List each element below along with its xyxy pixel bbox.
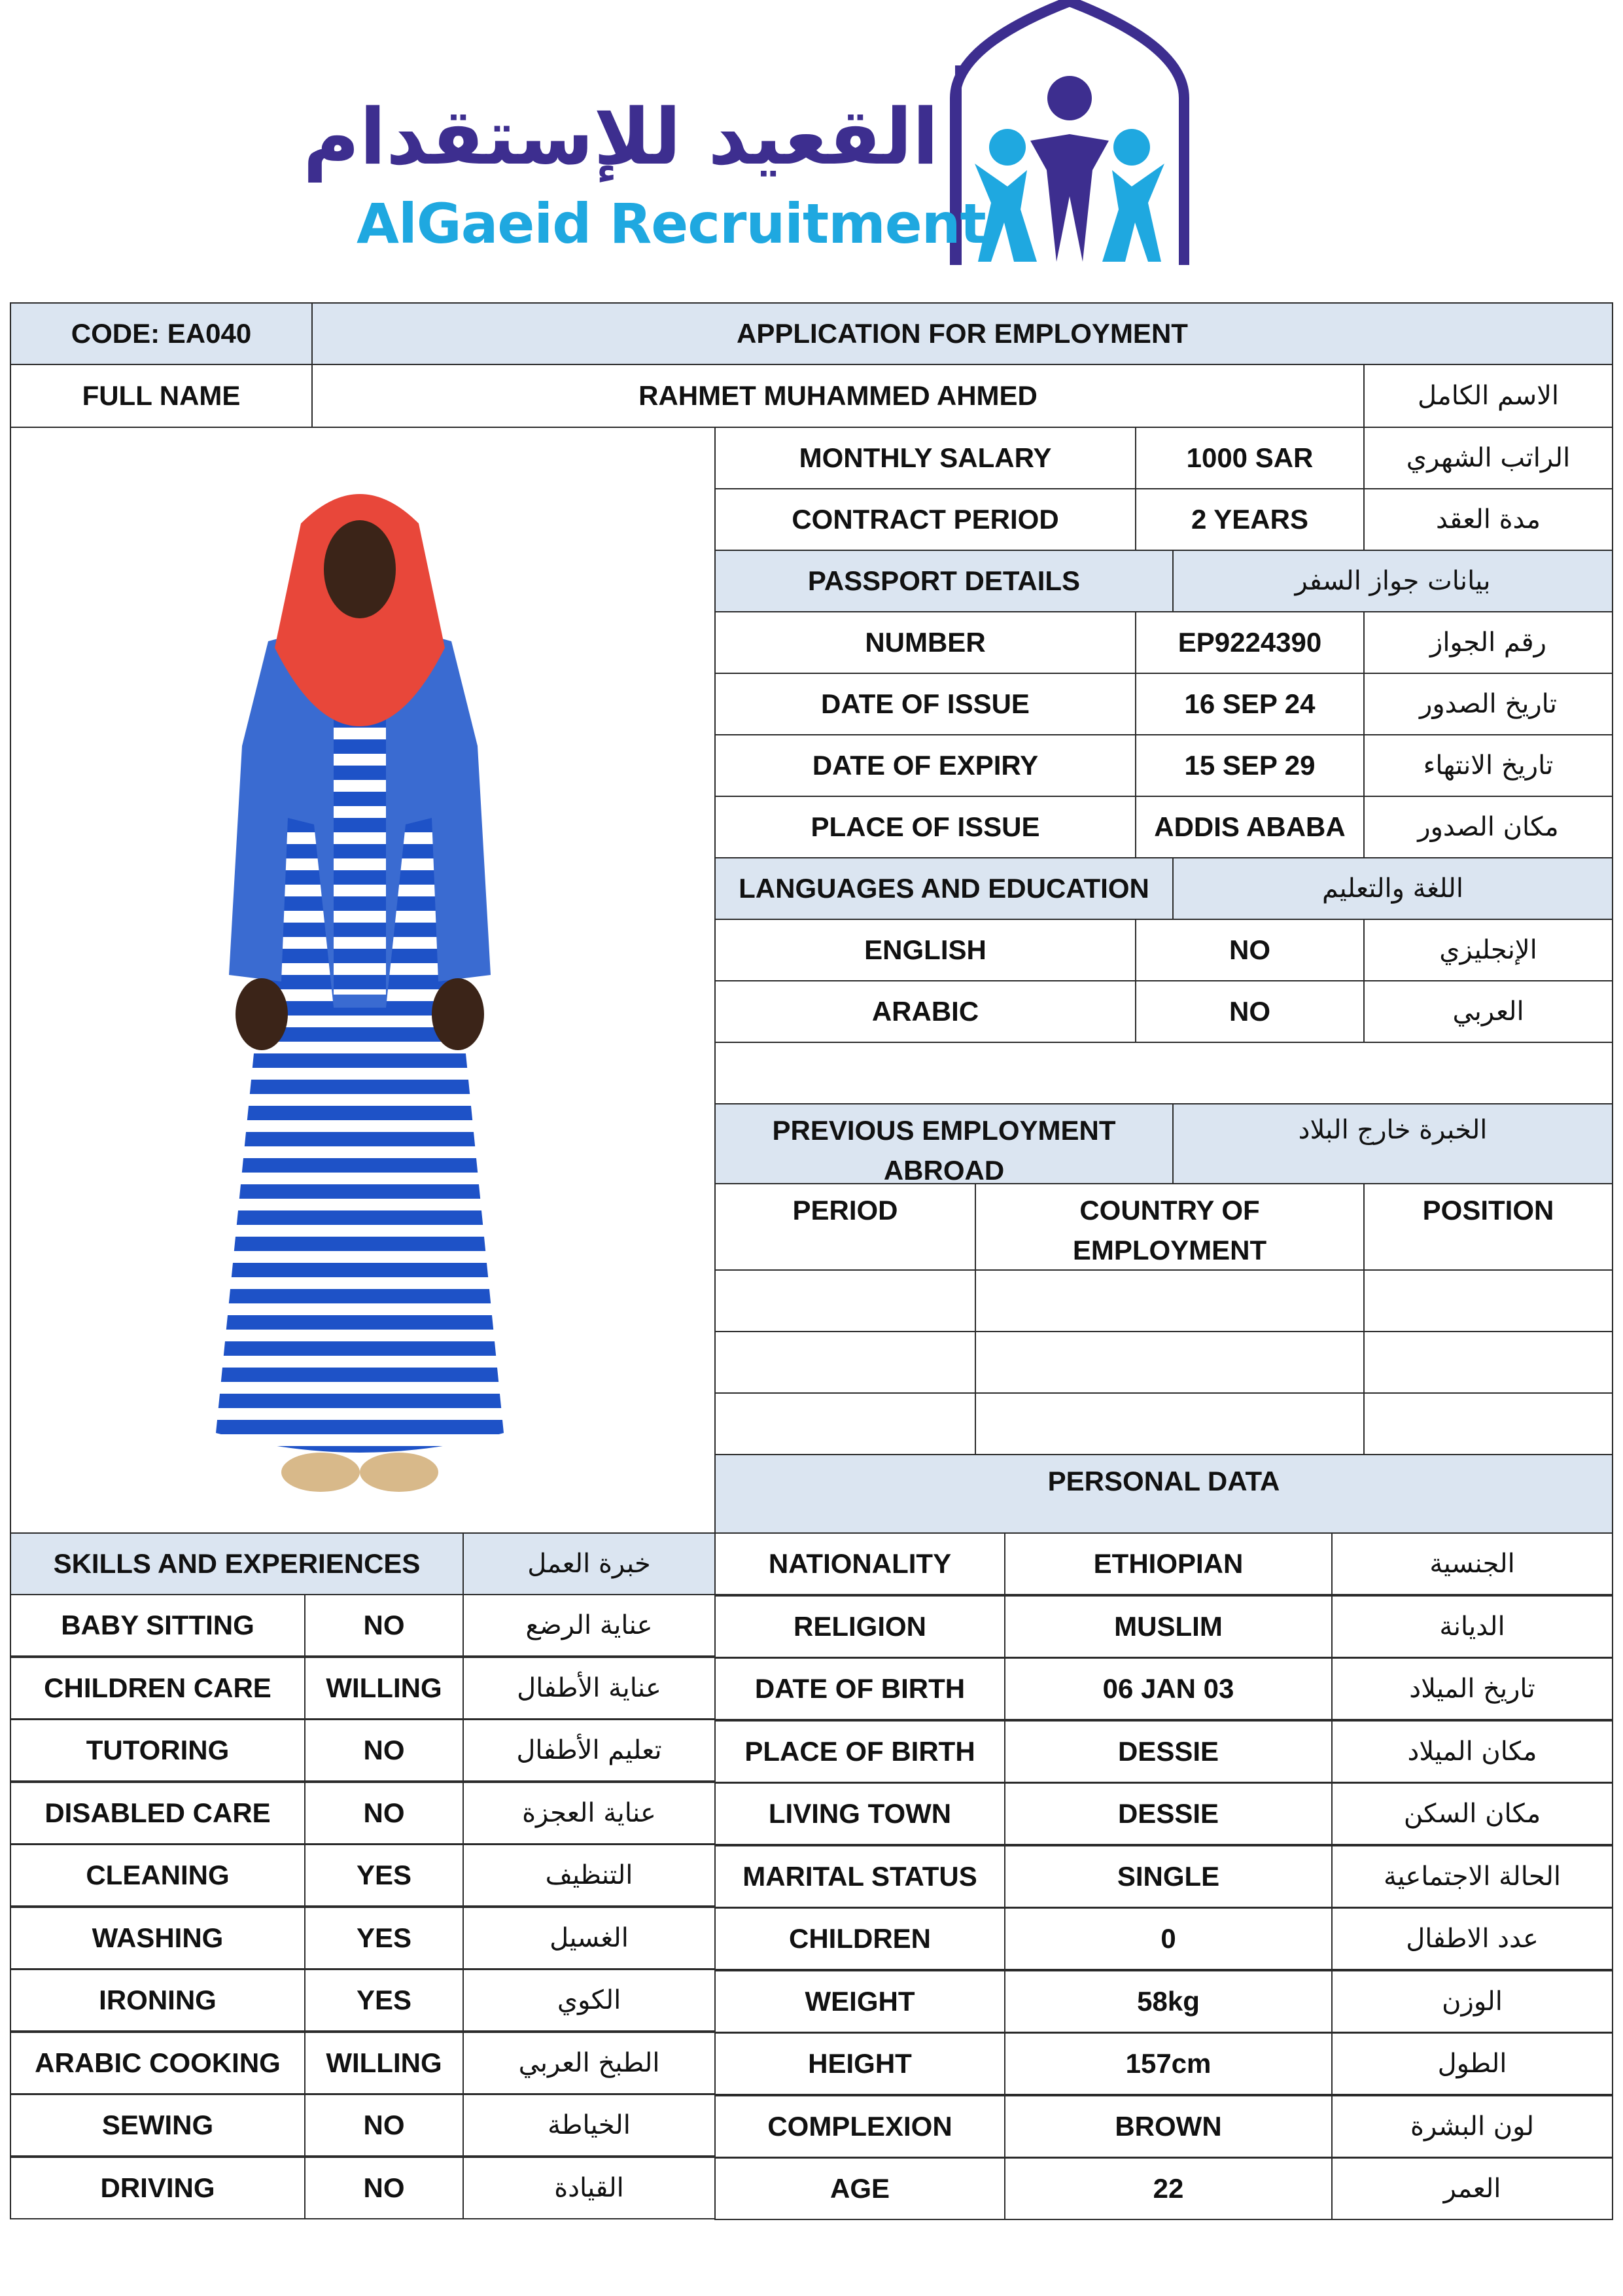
contract-value: 2 YEARS <box>1135 488 1365 551</box>
prev-empty-cell <box>975 1392 1365 1455</box>
prev-empty-cell <box>714 1269 976 1332</box>
personal-label: DATE OF BIRTH <box>714 1657 1005 1720</box>
personal-label: NATIONALITY <box>714 1532 1005 1595</box>
personal-label: PLACE OF BIRTH <box>714 1720 1005 1783</box>
passport-section-header: PASSPORT DETAILS <box>714 550 1174 612</box>
skill-label: WASHING <box>10 1907 305 1969</box>
personal-value: SINGLE <box>1004 1845 1333 1908</box>
logo-english-text: AlGaeid Recruitment <box>357 192 986 256</box>
personal-data-header: PERSONAL DATA <box>714 1454 1613 1534</box>
salary-label: MONTHLY SALARY <box>714 427 1136 489</box>
people-icon <box>975 76 1164 262</box>
skill-value: WILLING <box>304 2032 464 2094</box>
blank-spacer-row <box>714 1042 1613 1104</box>
personal-label-ar: مكان الميلاد <box>1331 1720 1613 1783</box>
skill-label-ar: القيادة <box>462 2157 716 2219</box>
contract-label-ar: مدة العقد <box>1363 488 1613 551</box>
skill-label-ar: الغسيل <box>462 1907 716 1969</box>
passport-row-value: EP9224390 <box>1135 611 1365 674</box>
personal-label-ar: العمر <box>1331 2157 1613 2220</box>
personal-label-ar: الحالة الاجتماعية <box>1331 1845 1613 1908</box>
languages-section-header: LANGUAGES AND EDUCATION <box>714 857 1174 920</box>
language-row-value: NO <box>1135 980 1365 1043</box>
personal-label: RELIGION <box>714 1595 1005 1658</box>
personal-value: MUSLIM <box>1004 1595 1333 1658</box>
skills-section-header: SKILLS AND EXPERIENCES <box>10 1532 464 1595</box>
prev-col-period: PERIOD <box>714 1183 976 1271</box>
skill-value: YES <box>304 1844 464 1907</box>
skill-value: NO <box>304 1719 464 1782</box>
personal-label-ar: الطول <box>1331 2032 1613 2095</box>
logo-arabic-text: القعيد للإستقدام <box>303 92 939 182</box>
personal-label-ar: الديانة <box>1331 1595 1613 1658</box>
skill-value: NO <box>304 2157 464 2219</box>
personal-label: MARITAL STATUS <box>714 1845 1005 1908</box>
prev-empty-cell <box>714 1392 976 1455</box>
skill-label-ar: عناية العجزة <box>462 1782 716 1845</box>
passport-row-value: ADDIS ABABA <box>1135 796 1365 858</box>
personal-value: 157cm <box>1004 2032 1333 2095</box>
personal-label-ar: لون البشرة <box>1331 2095 1613 2158</box>
languages-section-header-ar: اللغة والتعليم <box>1172 857 1613 920</box>
skill-label-ar: عناية الرضع <box>462 1594 716 1657</box>
language-row-label-ar: الإنجليزي <box>1363 919 1613 981</box>
passport-row-value: 16 SEP 24 <box>1135 673 1365 735</box>
skill-label: SEWING <box>10 2094 305 2157</box>
previous-employment-header: PREVIOUS EMPLOYMENT ABROAD <box>714 1103 1174 1184</box>
skills-section-header-ar: خبرة العمل <box>462 1532 716 1595</box>
full-name-value: RAHMET MUHAMMED AHMED <box>311 364 1365 428</box>
skill-value: NO <box>304 1782 464 1845</box>
personal-label: LIVING TOWN <box>714 1782 1005 1845</box>
skill-label: DRIVING <box>10 2157 305 2219</box>
personal-value: 0 <box>1004 1907 1333 1970</box>
personal-value: 06 JAN 03 <box>1004 1657 1333 1720</box>
application-code: CODE: EA040 <box>10 302 313 365</box>
previous-employment-header-ar: الخبرة خارج البلاد <box>1172 1103 1613 1184</box>
salary-label-ar: الراتب الشهري <box>1363 427 1613 489</box>
skill-label: ARABIC COOKING <box>10 2032 305 2094</box>
prev-col-country: COUNTRY OF EMPLOYMENT <box>975 1183 1365 1271</box>
personal-value: DESSIE <box>1004 1720 1333 1783</box>
language-row-label: ENGLISH <box>714 919 1136 981</box>
passport-row-label-ar: تاريخ الصدور <box>1363 673 1613 735</box>
applicant-photo <box>190 451 530 1531</box>
skill-value: YES <box>304 1907 464 1969</box>
skill-label-ar: عناية الأطفال <box>462 1657 716 1720</box>
form-title: APPLICATION FOR EMPLOYMENT <box>311 302 1613 365</box>
skill-label: CHILDREN CARE <box>10 1657 305 1720</box>
skill-value: NO <box>304 2094 464 2157</box>
passport-row-label-ar: تاريخ الانتهاء <box>1363 734 1613 797</box>
salary-value: 1000 SAR <box>1135 427 1365 489</box>
prev-empty-cell <box>975 1269 1365 1332</box>
passport-row-label: DATE OF EXPIRY <box>714 734 1136 797</box>
passport-row-label: DATE OF ISSUE <box>714 673 1136 735</box>
personal-label-ar: مكان السكن <box>1331 1782 1613 1845</box>
personal-value: 58kg <box>1004 1970 1333 2033</box>
skill-label: TUTORING <box>10 1719 305 1782</box>
personal-label: WEIGHT <box>714 1970 1005 2033</box>
full-name-label: FULL NAME <box>10 364 313 428</box>
skill-value: WILLING <box>304 1657 464 1720</box>
prev-empty-cell <box>1363 1392 1613 1455</box>
passport-row-label-ar: مكان الصدور <box>1363 796 1613 858</box>
language-row-label-ar: العربي <box>1363 980 1613 1043</box>
language-row-label: ARABIC <box>714 980 1136 1043</box>
passport-section-header-ar: بيانات جواز السفر <box>1172 550 1613 612</box>
personal-value: BROWN <box>1004 2095 1333 2158</box>
prev-empty-cell <box>1363 1269 1613 1332</box>
skill-label: DISABLED CARE <box>10 1782 305 1845</box>
skill-label-ar: تعليم الأطفال <box>462 1719 716 1782</box>
passport-row-label: NUMBER <box>714 611 1136 674</box>
skill-label: CLEANING <box>10 1844 305 1907</box>
prev-col-position: POSITION <box>1363 1183 1613 1271</box>
skill-label-ar: الكوي <box>462 1969 716 2032</box>
skill-label-ar: الطبخ العربي <box>462 2032 716 2094</box>
personal-value: DESSIE <box>1004 1782 1333 1845</box>
skill-value: YES <box>304 1969 464 2032</box>
personal-label-ar: الوزن <box>1331 1970 1613 2033</box>
prev-empty-cell <box>714 1331 976 1394</box>
skill-label: IRONING <box>10 1969 305 2032</box>
prev-empty-cell <box>1363 1331 1613 1394</box>
skill-label-ar: التنظيف <box>462 1844 716 1907</box>
passport-row-value: 15 SEP 29 <box>1135 734 1365 797</box>
personal-label-ar: تاريخ الميلاد <box>1331 1657 1613 1720</box>
personal-label: HEIGHT <box>714 2032 1005 2095</box>
skill-value: NO <box>304 1594 464 1657</box>
skill-label: BABY SITTING <box>10 1594 305 1657</box>
personal-label: CHILDREN <box>714 1907 1005 1970</box>
language-row-value: NO <box>1135 919 1365 981</box>
passport-row-label-ar: رقم الجواز <box>1363 611 1613 674</box>
skill-label-ar: الخياطة <box>462 2094 716 2157</box>
passport-row-label: PLACE OF ISSUE <box>714 796 1136 858</box>
personal-label-ar: عدد الاطفال <box>1331 1907 1613 1970</box>
full-name-label-ar: الاسم الكامل <box>1363 364 1613 428</box>
prev-empty-cell <box>975 1331 1365 1394</box>
personal-label: AGE <box>714 2157 1005 2220</box>
personal-value: 22 <box>1004 2157 1333 2220</box>
contract-label: CONTRACT PERIOD <box>714 488 1136 551</box>
personal-label: COMPLEXION <box>714 2095 1005 2158</box>
personal-value: ETHIOPIAN <box>1004 1532 1333 1595</box>
personal-label-ar: الجنسية <box>1331 1532 1613 1595</box>
